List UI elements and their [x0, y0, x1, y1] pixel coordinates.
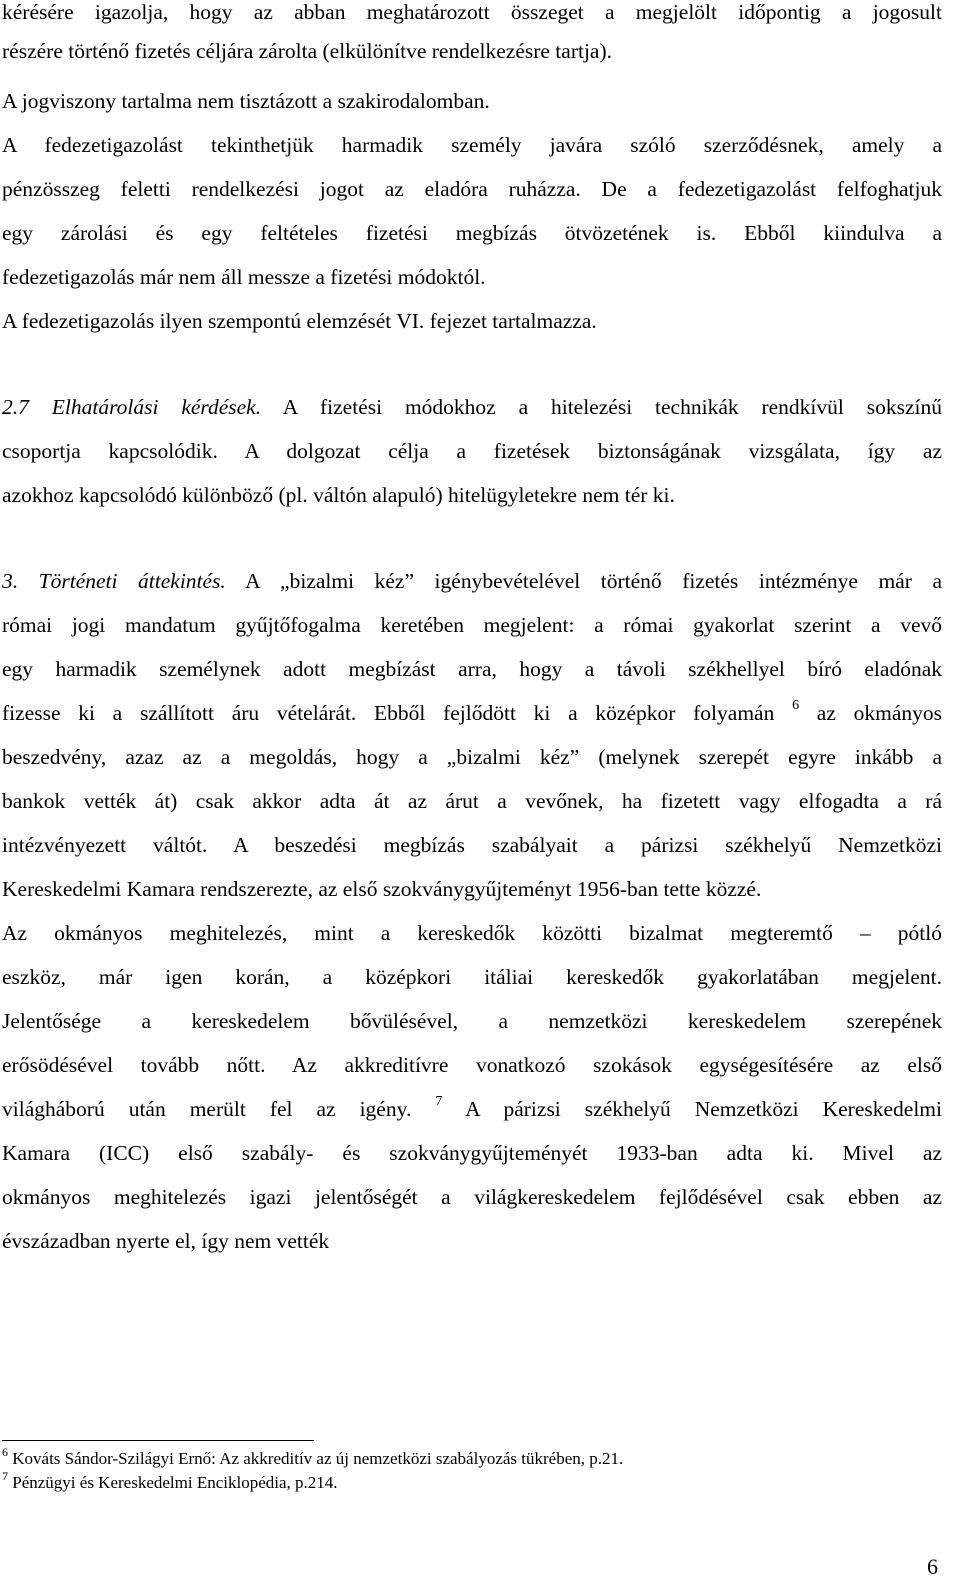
footnote-ref-6: 6 — [792, 697, 800, 713]
footnote-text: Kováts Sándor-Szilágyi Ernő: Az akkreditív az új nemzetközi szabályozás tükrében, p.21. — [8, 1449, 624, 1468]
body-line-4: A fedezetigazolást tekinthetjük harmadik személy javára szóló szerződésnek, amely a — [2, 133, 942, 157]
section-2-7-line-2: csoportja kapcsolódik. A dolgozat célja a fizetések biztonságának vizsgálata, így az — [2, 439, 942, 463]
section-3-line-16: évszázadban nyerte el, így nem vették — [2, 1229, 330, 1253]
section-3-line-12: erősödésével tovább nőtt. Az akkreditívre vonatkozó szokások egységesítésére az első — [2, 1053, 942, 1077]
section-heading: 2.7 Elhatárolási kérdések. — [2, 395, 262, 419]
section-text: világháború után merült fel az igény. — [2, 1097, 412, 1121]
footnote-text: Pénzügyi és Kereskedelmi Enciklopédia, p.214. — [8, 1473, 338, 1492]
footnote-number: 7 — [2, 1469, 8, 1484]
footnote-ref-7: 7 — [435, 1093, 443, 1109]
section-3-line-3: egy harmadik személynek adott megbízást arra, hogy a távoli székhellyel bíró eladónak — [2, 657, 942, 681]
section-3-line-11: Jelentősége a kereskedelem bővülésével, a nemzetközi kereskedelem szerepének — [2, 1009, 942, 1033]
section-3-line-10: eszköz, már igen korán, a középkori itáliai kereskedők gyakorlatában megjelent. — [2, 965, 942, 989]
footnote-6 — [2, 1445, 624, 1470]
footnote-number: 6 — [2, 1445, 8, 1460]
body-line-6: egy zárolási és egy feltételes fizetési megbízás ötvözetének is. Ebből kiindulva a — [2, 221, 942, 245]
body-line-1: kérésére igazolja, hogy az abban meghatározott összeget a megjelölt időpontig a jogosult — [2, 0, 942, 24]
body-line-8: A fedezetigazolás ilyen szempontú elemzését VI. fejezet tartalmazza. — [2, 309, 597, 333]
footnote-divider — [2, 1440, 314, 1441]
section-3-line-15: okmányos meghitelezés igazi jelentőségét a világkereskedelem fejlődésével csak ebben az — [2, 1185, 942, 1209]
section-3-line-9: Az okmányos meghitelezés, mint a kereskedők közötti bizalmat megteremtő – pótló — [2, 921, 942, 945]
body-line-7: fedezetigazolás már nem áll messze a fizetési módoktól. — [2, 265, 486, 289]
section-heading: 3. Történeti áttekintés. — [2, 569, 226, 593]
section-3-line-4 — [2, 699, 942, 727]
section-3-line-8: Kereskedelmi Kamara rendszerezte, az első szokványgyűjteményt 1956-ban tette közzé. — [2, 877, 762, 901]
section-text: A párizsi székhelyű Nemzetközi Kereskedelmi — [442, 1097, 943, 1121]
section-3-line-1 — [2, 567, 942, 595]
section-2-7-line-1 — [2, 393, 942, 421]
section-3-line-6: bankok vették át) csak akkor adta át az árut a vevőnek, ha fizetett vagy elfogadta a rá — [2, 789, 942, 813]
page-number: 6 — [927, 1554, 938, 1579]
footnote-7 — [2, 1469, 338, 1494]
section-text: A „bizalmi kéz” igénybevételével történő fizetés intézménye már a — [225, 569, 942, 593]
body-line-3: A jogviszony tartalma nem tisztázott a szakirodalomban. — [2, 89, 490, 113]
section-3-line-13 — [2, 1095, 942, 1123]
section-3-line-7: intézvényezett váltót. A beszedési megbízás szabályait a párizsi székhelyű Nemzetközi — [2, 833, 942, 857]
body-line-2: részére történő fizetés céljára zárolta (elkülönítve rendelkezésre tartja). — [2, 39, 612, 63]
section-text: A fizetési módokhoz a hitelezési technikák rendkívül sokszínű — [261, 395, 942, 419]
section-3-line-14: Kamara (ICC) első szabály- és szokványgyűjteményét 1933-ban adta ki. Mivel az — [2, 1141, 942, 1165]
body-line-5: pénzösszeg feletti rendelkezési jogot az eladóra ruházza. De a fedezetigazolást felfoghatjuk — [2, 177, 942, 201]
section-2-7-line-3: azokhoz kapcsolódó különböző (pl. váltón alapuló) hitelügyletekre nem tér ki. — [2, 483, 675, 507]
section-text: az okmányos — [799, 701, 943, 725]
section-3-line-2: római jogi mandatum gyűjtőfogalma keretében megjelent: a római gyakorlat szerint a vevő — [2, 613, 942, 637]
section-text: fizesse ki a szállított áru vételárát. Ebből fejlődött ki a középkor folyamán — [2, 701, 775, 725]
section-3-line-5: beszedvény, azaz az a megoldás, hogy a „bizalmi kéz” (melynek szerepét egyre inkább a — [2, 745, 942, 769]
